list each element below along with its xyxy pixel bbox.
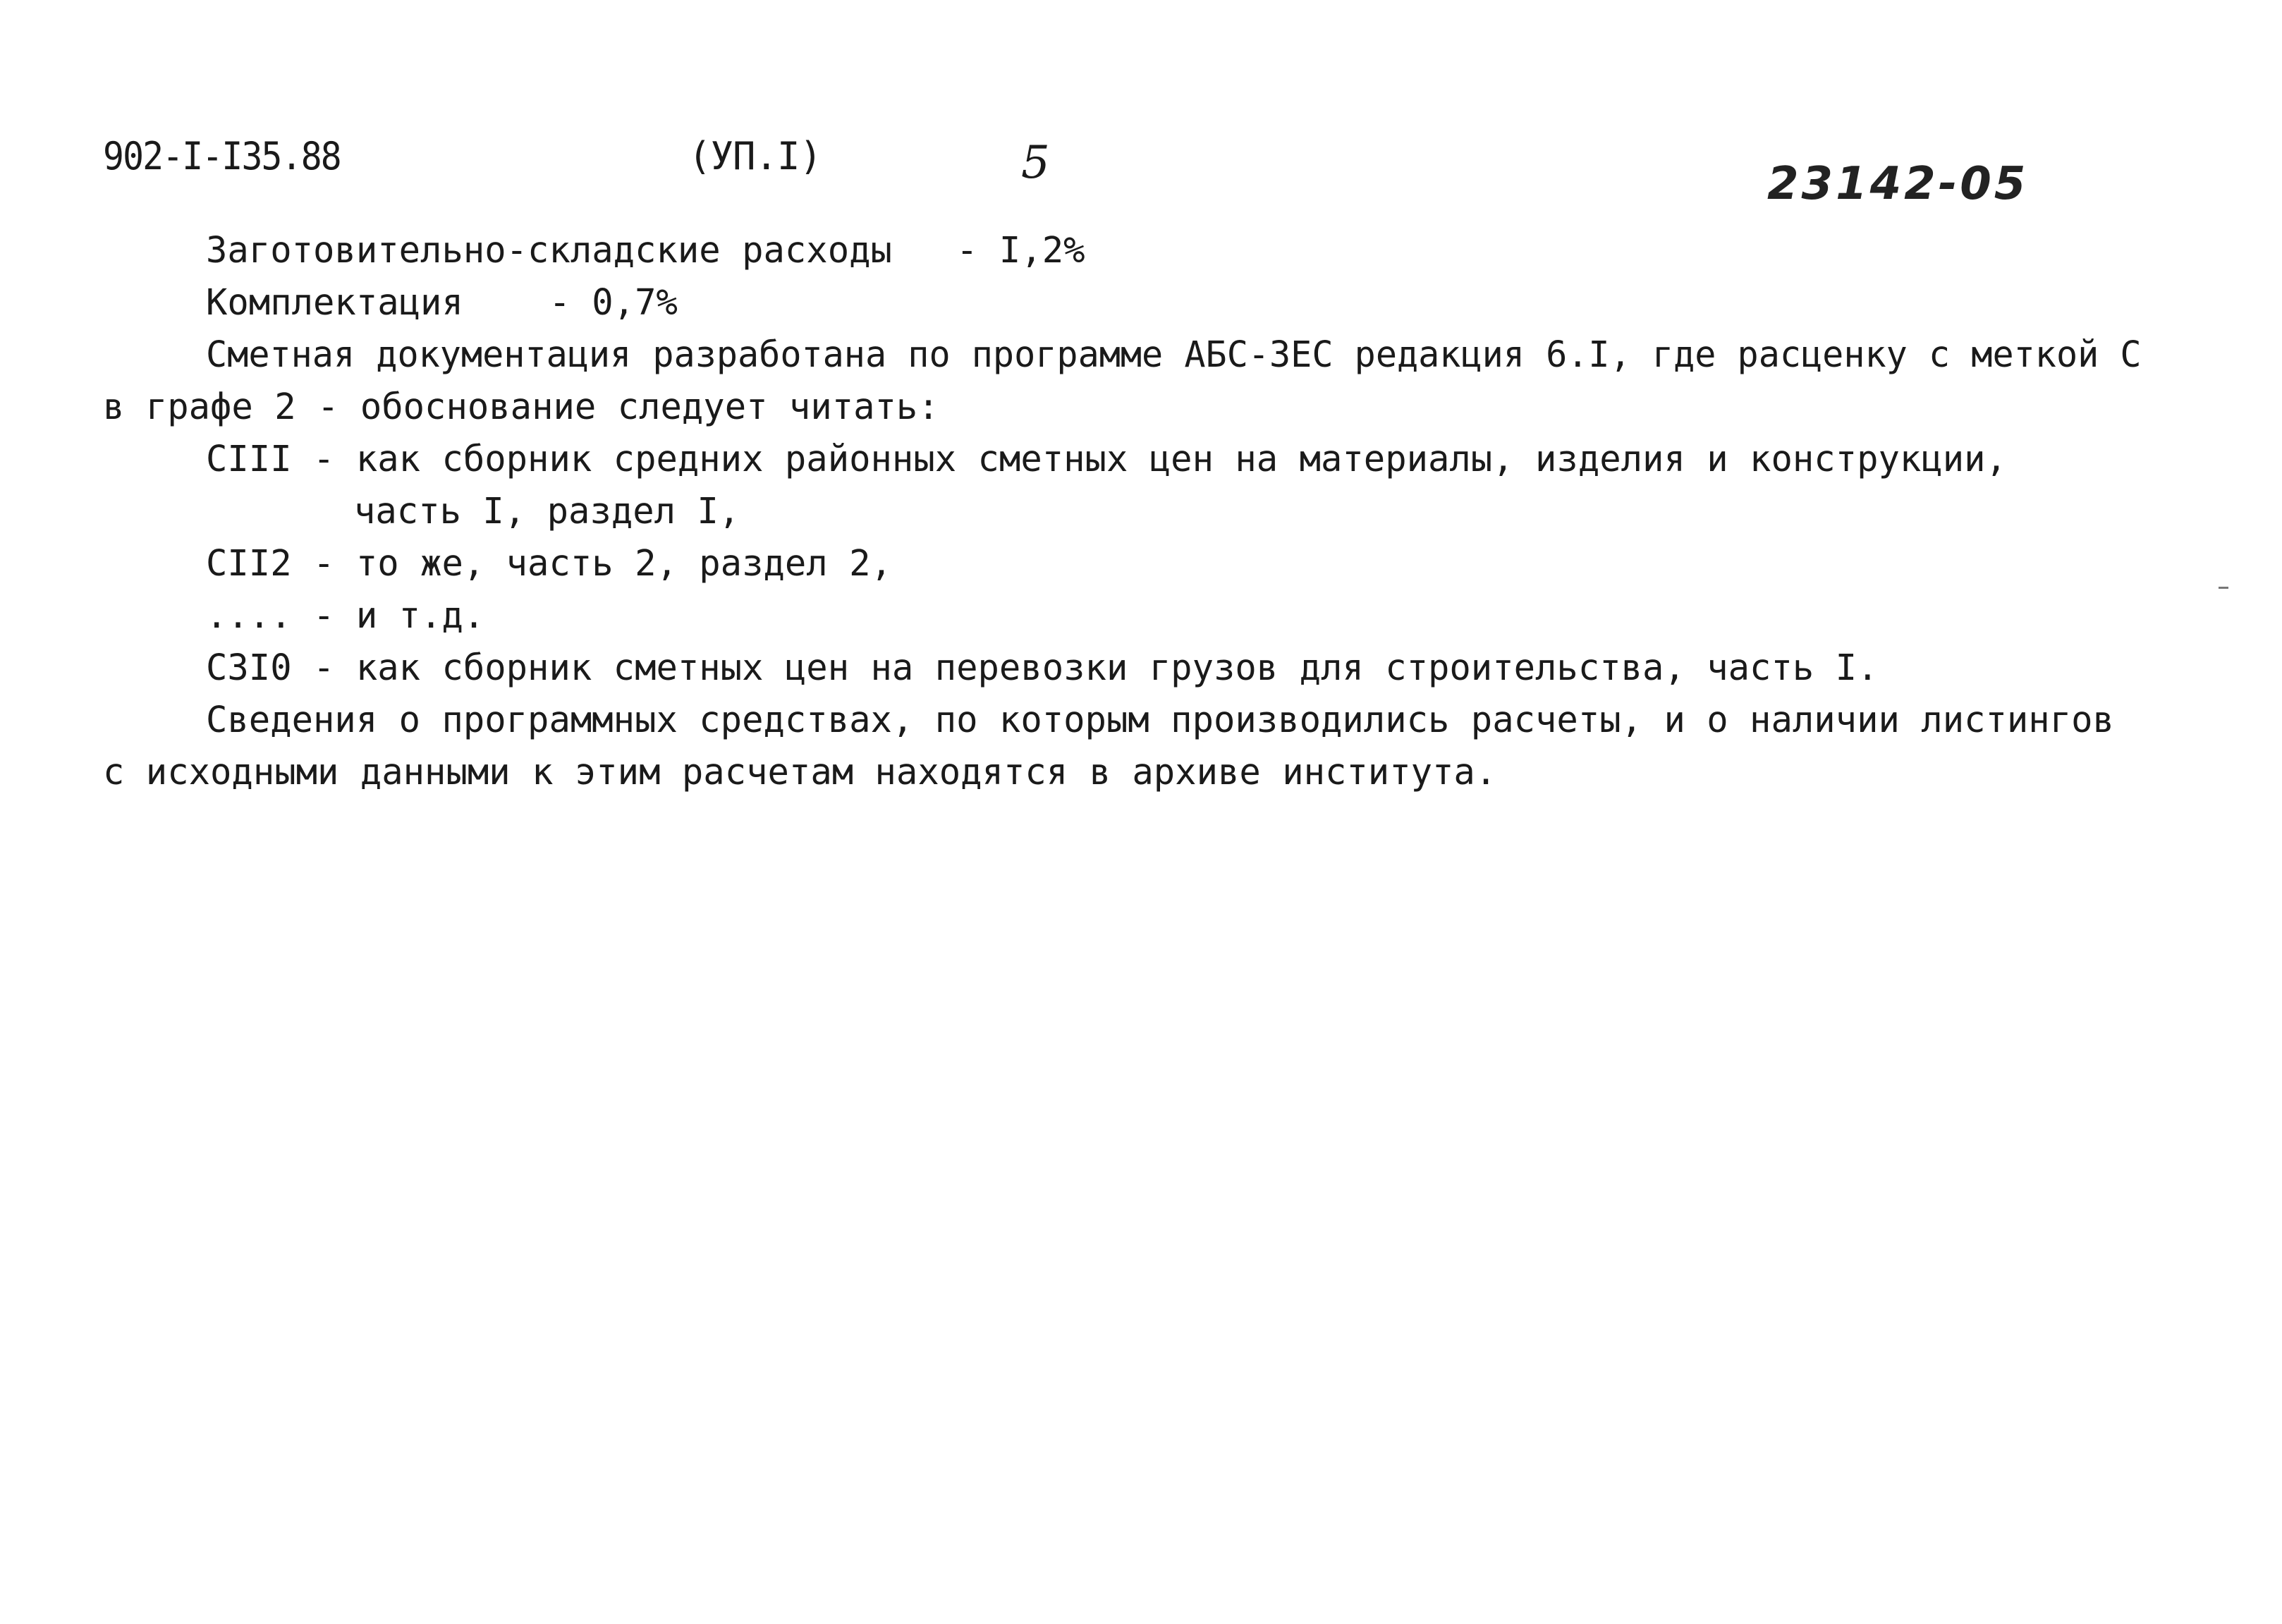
line-completion: Комплектация - 0,7% bbox=[206, 281, 678, 323]
line-warehouse-costs: Заготовительно-складские расходы - I,2% bbox=[206, 229, 1085, 271]
line-estimate-docs: Сметная документация разработана по программе АБС-3ЕС редакция 6.I, где расценку с меткой С bbox=[206, 334, 2142, 375]
line-archive-info: с исходными данными к этим расчетам находятся в архиве института. bbox=[103, 751, 1497, 793]
line-c112: CII2 - то же, часть 2, раздел 2, bbox=[206, 542, 892, 584]
document-code: 902-I-I35.88 bbox=[103, 134, 341, 178]
line-column-2: в графе 2 - обоснование следует читать: bbox=[103, 386, 939, 427]
line-etc: .... - и т.д. bbox=[206, 594, 485, 636]
line-c310: C3I0 - как сборник сметных цен на перевозки грузов для строительства, часть I. bbox=[206, 647, 1879, 688]
line-software-info: Сведения о программных средствах, по которым производились расчеты, и о наличии листингов bbox=[206, 699, 2114, 740]
archive-number-handwritten: 23142-05 bbox=[1767, 158, 2029, 210]
scan-mark bbox=[2219, 587, 2228, 589]
line-c111: CIII - как сборник средних районных сметных цен на материалы, изделия и конструкции, bbox=[206, 438, 2007, 480]
page-number: 5 bbox=[1021, 137, 1050, 189]
line-part-1: часть I, раздел I, bbox=[354, 490, 740, 532]
album-designation: (УП.I) bbox=[688, 134, 822, 178]
